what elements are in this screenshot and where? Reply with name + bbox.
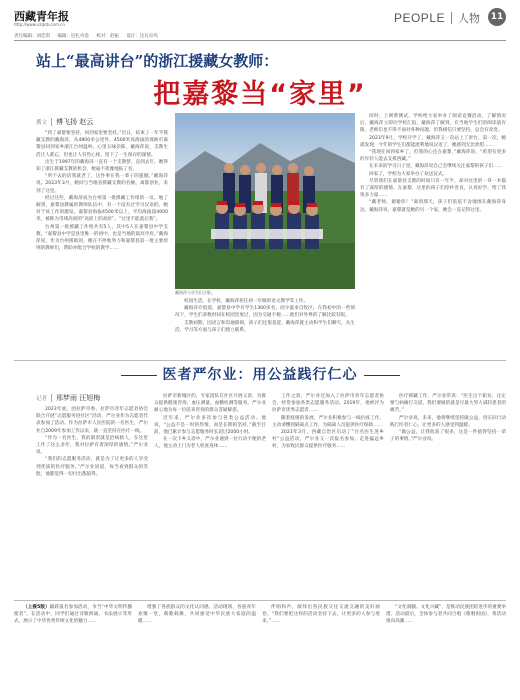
paragraph bbox=[14, 604, 132, 626]
masthead-rule bbox=[14, 40, 506, 41]
article2-column-1 bbox=[36, 406, 148, 598]
paragraph: 在未来的学习日子里，戴海萍说自己会继续关注嘉黎的孩子们…… bbox=[369, 164, 503, 170]
masthead bbox=[14, 8, 506, 38]
byline-tag: 撰文 bbox=[36, 118, 52, 126]
article2-headline-wrap bbox=[0, 364, 520, 384]
article1-column-1 bbox=[36, 130, 168, 358]
paragraph: 台州第一批援藏工作组共有5人，其中5人在嘉黎县中学支教。“嘉黎县中学是县里唯一的初中，也是当地的最高学府。”戴海萍说，作为台州援助的，她在不停地努力和嘉黎县第一批主要原则的教师们，帮助并配合学校的教学…… bbox=[36, 224, 168, 252]
section-cn: 人物 bbox=[458, 12, 480, 25]
paragraph: 尽管我们在嘉黎县支教的时间只有一年半，却对这里的一草一木都有了深厚的感情。在嘉黎，这里的孩子们淳朴善良，认真好学，给了我很多力量…… bbox=[360, 178, 506, 199]
paragraph: 严尔业说，未来，他将继续坚持做公益，用实际行动践行医者仁心，让更多的人感受到温暖。 bbox=[390, 415, 506, 428]
paragraph-text: 踊跃报名参加活动，争当“中华文明传播使者”。在活动中，同学们通过诗歌朗诵、书法展示等形式，展示了中华优秀传统文化的魅力…… bbox=[14, 605, 132, 625]
continued-lead: （上接5版） bbox=[23, 605, 50, 610]
article1-column-2 bbox=[175, 298, 355, 358]
paper-site: http://www.xzqnb.com.cn bbox=[14, 22, 65, 27]
article1-column-4 bbox=[360, 113, 506, 358]
paragraph: 拉萨市新城区的，专家团队在社区开展义诊，为群众提供健康咨询、血压测量、血糖检测等服务。严尔业耐心地为每一位前来咨询的群众答疑解惑。 bbox=[154, 394, 266, 414]
paragraph: “我们的志愿服务活动，就是为了让更多的人享受到优质的医疗服务。”严尔业说道，每当看到群众的笑脸，他都觉得一切付出都值得。 bbox=[36, 457, 148, 477]
paragraph: 医疗援藏工作，严尔业常说：“医生这个职业，注定要与病痛打交道，我们要做的就是尽最大努力减轻患者的痛苦。” bbox=[390, 394, 506, 414]
paragraph: 工作之余，严尔业还加入了拉萨市青年志愿者协会，经常参加各类志愿服务活动。2019年，他被评为拉萨市优秀志愿者…… bbox=[272, 394, 384, 414]
paragraph: 经过这些，戴海萍成为台州第一批援藏工作组的一员。地了解到，嘉黎县教属的教师队伍中，有一个没有过学习汉语的，她对于该工作的激发。嘉黎县海拔4500米以上，平均海拔超4000米，被称为雪域高原的“高原上的高原”。“这里不能落后我”。 bbox=[36, 195, 168, 223]
paragraph: 伴唱和声，演绎出各民族交往交流交融的美好画卷。“我们要把这样的活动坚持下去，让更多的人参与进来。”…… bbox=[262, 605, 380, 625]
headline-rule-right bbox=[364, 375, 400, 376]
section-label bbox=[394, 10, 480, 26]
paragraph: 2023年9月，学校开学了，戴海萍又一次站上了讲台，第一次，她就发现，今年的学生们都能流利地说汉语了，她感到无比欣慰…… bbox=[360, 135, 506, 148]
paragraph: “作为一名医生，我的职责就是治病救人，在这里工作了这么多年，我对拉萨有着深厚的感情。”严尔业说。 bbox=[36, 435, 148, 456]
headline-rule-left bbox=[121, 375, 157, 376]
paragraph: 出生于1997年的戴海萍一直有一个支教梦。直到去年，她得知了浙江援藏支教的机会，便毫不犹豫地报了名。 bbox=[36, 159, 168, 173]
article2-column-3 bbox=[272, 393, 384, 598]
paragraph: 校园生活。在学校，戴海萍担任初一年级的语文教学等工作。 bbox=[184, 299, 309, 304]
group-photo bbox=[175, 113, 355, 289]
paragraph: “文化润疆、文化兴藏”，是推动民族团结进步的重要举措。活动最后，全体参与者共同合唱《歌唱祖国》，将活动推向高潮…… bbox=[386, 605, 506, 625]
paragraph: 增强了各族群众的文化认同感。活动现场，各族青年欢聚一堂，载歌载舞，共同感受中华民族大家庭的温暖…… bbox=[138, 605, 256, 625]
paragraph: “到了嘉黎要坚持，回到家里要坚持。”近日，结束了一年半援藏支教的戴海萍，从4800多公里外、4500米高海拔的那曲市嘉黎县回到家乡浙江台州温岭。心里五味杂陈，戴海萍说，支教生活让人难忘，但也让人有些心疼，留下了一生保存的深情。 bbox=[36, 131, 168, 158]
paragraph: 2023年底，团拉萨市委、拉萨市青年志愿者协会联合开展“志愿服务进社区”活动，严尔业作为志愿者代表参加了活动。作为拉萨市人民医院的一名医生，严尔业自2009年参加工作以来，就一直坚持在医疗一线。 bbox=[36, 407, 148, 434]
byline-tag: 记者 bbox=[36, 394, 52, 402]
group-photo-image bbox=[175, 113, 355, 289]
paragraph: 同时，上网费测试，学校给大家举办了阅读竞赛活动，了解情况后，戴海萍立即向学校汇报，戴海萍了解到，在当地学生们的阅读量有限，老师们也不得不面对各种问题，但我相信只要坚持，总会有改变。 bbox=[360, 114, 506, 134]
editor-credit: 编辑：尼扎央金 bbox=[57, 34, 89, 39]
editor-credit: 责任编辑：刘佳琪 bbox=[14, 34, 50, 39]
paragraph: 回家了，学校为大家举办了欢送仪式。 bbox=[369, 171, 448, 177]
editor-credit: 校对：赵振 bbox=[96, 34, 119, 39]
article1-headline: 把嘉黎当“家里” bbox=[153, 79, 367, 110]
paragraph: “做公益，让我收获了很多，这是一件值得坚持一辈子的事情。”严尔业说。 bbox=[390, 430, 506, 443]
photo-caption: 戴海萍与学生们合影。 bbox=[175, 290, 215, 295]
paragraph: 随着疫情的发展，严尔业积极参与一线抗疫工作，主动请缨到隔离点工作，为隔离人员提供医疗保障…… bbox=[272, 415, 384, 428]
paragraph: 戴海萍介绍道，嘉黎县中学有学生1300多名，而少量来自牧区。在我初中的一些情况下，学生们多数时间在校园里度过，因为交通不便……他们对外界的了解比较有限。 bbox=[175, 306, 355, 319]
paragraph: “所不去的话我就老了，这件事在我一辈子的遗憾。”戴海萍说。2023年3月，她同与当地省援藏支教的名额，离都创业，来到了这里。 bbox=[36, 174, 168, 194]
article2-headline: 医者严尔业：用公益践行仁心 bbox=[162, 367, 358, 383]
continued-column-2 bbox=[138, 604, 256, 694]
article2-column-2 bbox=[154, 393, 266, 598]
article-divider bbox=[14, 360, 506, 361]
paragraph: 2023年3月，西藏自治区启动了“百名医生进乡村”公益活动，严尔业又一次报名参加，走进偏远乡村，为农牧民群众提供医疗服务…… bbox=[272, 430, 384, 450]
page-number-badge: 11 bbox=[488, 8, 506, 26]
paragraph: “我现在回到家乡了，但我的心还在嘉黎，”戴海萍说，“希望有更多的年轻人能去支援西藏。” bbox=[360, 150, 506, 163]
paper-name: 西藏青年报 bbox=[14, 10, 69, 23]
article2-byline bbox=[36, 393, 100, 403]
continued-article bbox=[14, 604, 506, 694]
article2-column-4 bbox=[390, 393, 506, 598]
editor-credit: 设计：达瓦卓玛 bbox=[126, 34, 158, 39]
article1-byline bbox=[36, 117, 93, 127]
section-en: PEOPLE bbox=[393, 11, 445, 25]
continued-column-1 bbox=[14, 604, 132, 694]
bottom-divider bbox=[14, 600, 506, 601]
byline-names: 傅飞扬 赵云 bbox=[56, 118, 94, 126]
paragraph: 在一次下乡义诊中，严尔业遇到一位行动不便的老人，他主动上门为老人检查身体…… bbox=[154, 437, 266, 450]
editor-line bbox=[14, 33, 164, 39]
section-divider bbox=[451, 12, 452, 24]
paragraph: 近年来，严尔业多次参与各类公益活动。他说，“公益不是一时的热情，而是长期的坚持。”截至目前，他已累计参与志愿服务时长超过2000小时。 bbox=[154, 415, 266, 436]
continued-column-4 bbox=[386, 604, 506, 694]
paragraph: “戴老师，谢谢你！”离别那天，孩子们依依不舍地围在戴海萍身边。戴海萍说，嘉黎就是她的另一个家，她会一直记得这里。 bbox=[360, 200, 506, 213]
continued-column-3 bbox=[262, 604, 380, 694]
article1-kicker: 站上“最高讲台”的浙江援藏女教师： bbox=[36, 52, 279, 70]
paragraph: 支教初期，因语言和沟通障碍，孩子们还很羞涩，戴海萍就主动和学生们聊天，从生活、学习等方面与孩子们建立联系。 bbox=[175, 320, 355, 333]
byline-names: 邢梦雨 汪旭梅 bbox=[56, 394, 101, 402]
